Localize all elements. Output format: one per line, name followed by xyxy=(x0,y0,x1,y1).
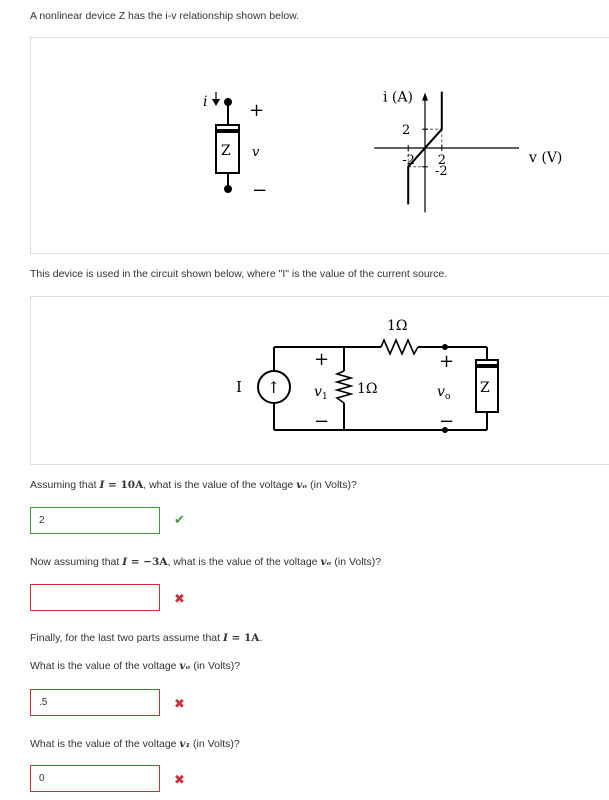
intro-text: A nonlinear device Z has the i-v relationship shown below. xyxy=(30,10,300,22)
finally-pre: Finally, for the last two parts assume that xyxy=(30,632,223,644)
source-label: I xyxy=(236,378,242,396)
vo-minus: − xyxy=(439,411,455,432)
vo-plus: + xyxy=(439,351,455,372)
incorrect-x-icon: ✖ xyxy=(174,591,185,606)
q4-pre: What is the value of the voltage xyxy=(30,738,180,750)
q3-units: (in Volts)? xyxy=(190,660,241,672)
y-tick-label-2: 2 xyxy=(402,123,411,139)
minus-sign: − xyxy=(252,180,268,201)
q2-answer-input[interactable] xyxy=(30,584,160,611)
question-4 xyxy=(30,738,240,750)
y-tick-label-neg2: -2 xyxy=(435,163,448,179)
device-z-label: Z xyxy=(221,143,231,159)
iv-figure-box xyxy=(30,37,609,254)
q2-pre: Now assuming that xyxy=(30,556,123,568)
finally-eq: = 1A xyxy=(227,632,260,644)
q2-post: , what is the value of the voltage xyxy=(167,556,321,568)
vo-label: v xyxy=(437,384,445,400)
incorrect-x-icon: ✖ xyxy=(174,772,185,787)
v1-label: v xyxy=(314,384,322,400)
q1-vo: vₒ xyxy=(296,479,308,491)
q1-answer-input[interactable]: 2 xyxy=(30,507,160,534)
current-label: i xyxy=(203,94,208,110)
question-3 xyxy=(30,660,240,672)
finally-text xyxy=(30,632,262,644)
q2-var: I xyxy=(122,556,128,568)
q1-var: I xyxy=(99,479,105,491)
device-bottom-node xyxy=(225,186,231,192)
device-symbol xyxy=(212,92,239,192)
incorrect-x-icon: ✖ xyxy=(174,696,185,711)
shunt-resistor-label: 1Ω xyxy=(357,381,378,397)
x-axis-label: v (V) xyxy=(529,150,563,166)
question-2 xyxy=(30,556,381,568)
q3-answer-input[interactable]: .5 xyxy=(30,689,160,716)
circuit-figure-box xyxy=(30,296,609,465)
series-resistor xyxy=(381,340,418,354)
q4-v1: v₁ xyxy=(179,738,191,750)
q4-units: (in Volts)? xyxy=(190,738,240,750)
y-axis-arrow-icon xyxy=(422,93,428,101)
device-top-node xyxy=(225,99,231,105)
finally-post: . xyxy=(259,632,263,644)
q1-pre: Assuming that xyxy=(30,479,100,491)
plus-sign: + xyxy=(249,100,265,121)
q4-answer-input[interactable]: 0 xyxy=(30,765,160,792)
q2-units: (in Volts)? xyxy=(331,556,382,568)
q2-eq: = −3A xyxy=(127,556,168,568)
shunt-resistor xyxy=(337,371,351,403)
vo-top-node xyxy=(442,344,448,350)
v1-plus: + xyxy=(314,349,330,370)
finally-var: I xyxy=(222,632,228,644)
circuit-wires xyxy=(258,340,498,430)
correct-check-icon: ✔ xyxy=(174,512,185,527)
x-tick-label-2: 2 xyxy=(437,153,447,168)
v1-subscript: 1 xyxy=(322,392,328,402)
voltage-label: v xyxy=(252,145,260,160)
q1-eq: = 10A xyxy=(104,479,144,491)
iv-figure xyxy=(31,38,609,253)
iv-graph xyxy=(374,90,562,213)
q3-vo: vₒ xyxy=(179,660,191,672)
y-axis-label: i (A) xyxy=(383,89,413,106)
v1-minus: − xyxy=(314,411,330,432)
source-arrow-icon: ↑ xyxy=(267,378,281,397)
x-tick-label-neg2: -2 xyxy=(402,153,415,168)
circuit-device-z-label: Z xyxy=(480,380,490,396)
q2-vo: vₒ xyxy=(320,556,332,568)
q3-pre: What is the value of the voltage xyxy=(30,660,180,672)
vo-subscript: o xyxy=(445,392,451,402)
circuit-figure xyxy=(31,297,609,464)
q1-units: (in Volts)? xyxy=(307,479,357,491)
series-resistor-label: 1Ω xyxy=(387,318,408,334)
q1-post: , what is the value of the voltage xyxy=(143,479,297,491)
current-arrow-head-icon xyxy=(212,99,220,106)
question-1 xyxy=(30,479,357,491)
circuit-intro-text: This device is used in the circuit shown below, where "I" is the value of the current source. xyxy=(30,268,448,280)
